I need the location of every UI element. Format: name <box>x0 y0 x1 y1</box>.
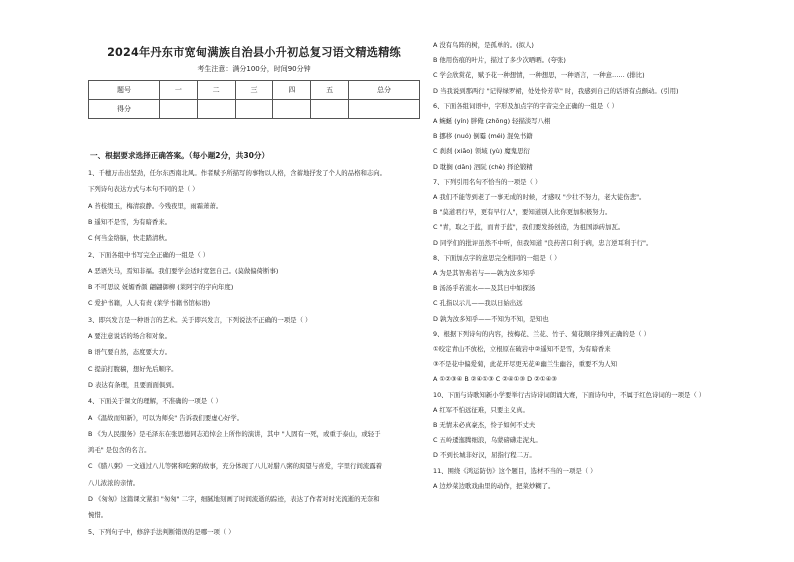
question-line: C 孔指以示儿——我以日始出远 <box>433 299 523 308</box>
question-line: B 他用伤痕的叶片，描过了多少次晒晒。(夸张) <box>433 56 566 65</box>
score-header-cell: 一 <box>159 81 197 100</box>
score-table <box>88 80 420 119</box>
question-line: B 挪移 (nuó) 倒霉 (méi) 混免书籍 <box>433 132 533 141</box>
score-input-cell[interactable] <box>311 100 349 119</box>
question-line: D 耽搁 (dān) 泗阮 (chè) 择论锻精 <box>433 162 533 171</box>
question-line: A 为是其智弗若与——孰为汝多知乎 <box>433 269 536 277</box>
page-title: 2024年丹东市宽甸满族自治县小升初总复习语文精选精练 <box>107 46 401 59</box>
question-line: C 何当金络脑，快走踏清秋。 <box>88 234 172 243</box>
score-input-cell[interactable] <box>349 100 420 119</box>
question-line: 9、根据下列诗句的内容，按梅花、兰花、竹子、菊花顺序排列正确的是（ ） <box>433 329 650 338</box>
score-input-cell[interactable] <box>235 100 273 119</box>
question-line: B 不可思议 妩媚香颜 翩翩御柳 (莱阿宇的宇向年度) <box>88 283 234 292</box>
question-line: 5、下列句子中，修辞手法判断错误的是哪一项（ ） <box>88 527 235 536</box>
question-line: 11、围绕《鸿运防仿》这个题目，选材不当的一项是（ ） <box>433 466 597 475</box>
score-input-cell[interactable] <box>159 100 197 119</box>
question-line: 6、下面各组词语中，字形及加点字的字音完全正确的一组是（ ） <box>433 101 619 110</box>
question-line: C 五岭逶迤腾细浪，乌蒙磅礴走泥丸。 <box>433 436 542 445</box>
question-line: D 当我说到那两行 "记得绿罗裙，处处怜芳草" 时，我感到自己的话语有点颤动。(引用) <box>433 86 679 95</box>
question-line: A 边炒菜边歌戏曲里的动作，把菜炒糊了。 <box>433 481 555 490</box>
question-line: A 蜿蜒 (yín) 胖俺 (zhōng) 轻描淡写八栩 <box>433 117 551 125</box>
question-line: 惋惜。 <box>88 511 108 520</box>
question-line: 八儿浓浓的亲情。 <box>88 478 140 487</box>
question-line: 4、下面关于课文的理解，不准确的一项是（ ） <box>88 397 222 406</box>
question-line: 2、下面各组中书写完全正确的一组是（ ） <box>88 250 210 259</box>
question-line: 3、即兴发言是一种语言的艺术。关于即兴发言，下列说法不正确的一项是（ ） <box>88 315 312 324</box>
question-line: C "青，取之于蓝，而青于蓝"，我们要发扬创造，为祖国添砖加瓦。 <box>433 223 625 232</box>
question-line: 10、下面与诗歌知新小学要举行古诗诗词朗诵大赛，下面诗句中，不属于红色诗词的一项是（ ） <box>433 390 706 399</box>
question-line: B 汤汤乎若流水——及其日中如探汤 <box>433 284 536 293</box>
question-line: B 语气要自然，态度要大方。 <box>88 348 172 357</box>
question-line: A 《温故而知新》，可以为师矣" 告诉我们要虚心好学。 <box>88 413 244 422</box>
question-line: C 《腊八粥》一文通过八儿等粥和吃粥的故事，充分体现了八儿对腊八粥的渴望与喜爱，字里行间流露着 <box>88 462 383 471</box>
question-line: C 刹刹 (xiāo) 领域 (yù) 魔鬼思衍 <box>433 147 530 156</box>
section-heading: 一、根据要求选择正确答案。（每小题2分，共30分） <box>90 151 270 160</box>
question-line: 7、下列引用名句不恰当的一项是（ ） <box>433 177 542 186</box>
score-header-cell: 总分 <box>349 81 420 100</box>
question-line: ①咬定青山不放松，立根原在破岩中②遥知不是雪，为有暗香来 <box>433 345 611 353</box>
question-line: A 我们不能等到老了一事无成的时候，才感叹 "少壮不努力，老大徒伤悲"。 <box>433 193 646 201</box>
question-line: A 苔枝缀玉，梅清寂静。今残夜里，雨霜萧萧。 <box>88 201 223 210</box>
question-line: A 没有鸟阵的树，是孤单的。(拟人) <box>433 41 534 49</box>
question-line: D 表达有条理，且要面面俱到。 <box>88 380 179 389</box>
score-header-cell: 四 <box>273 81 311 100</box>
question-line: B 《为人民服务》是毛泽东在张思德同志追悼会上所作的演讲，其中 "人固有一死，或重于泰山，或轻于 <box>88 429 381 438</box>
question-line: B "莫道君行早，更有早行人"，要知道别人比你更加积极努力。 <box>433 208 612 217</box>
question-line: 8、下面加点字的意思完全相同的一组是（ ） <box>433 253 561 262</box>
score-row-label: 得分 <box>89 100 160 119</box>
question-line: D 《匆匆》这篇课文紧扣 "匆匆" 二字，细腻地刻画了时间流逝的踪迹，表达了作者对时光流逝的无奈和 <box>88 495 380 503</box>
question-line: 鸿毛" 是包含的名言。 <box>88 446 151 455</box>
question-line: A 要注意说话的场合和对象。 <box>88 332 172 340</box>
question-line: ③不是花中偏爱菊，此花开尽更无花④幽兰生幽谷，重要不为人知 <box>433 360 618 369</box>
question-line: D 同学们的批评虽然不中听，但我知道 "良药苦口利于病，忠言逆耳利于行"。 <box>433 238 653 247</box>
score-header-cell: 二 <box>197 81 235 100</box>
question-line: B 遥知不是雪，为有暗香来。 <box>88 217 172 226</box>
exam-notice: 考生注意：满分100分，时间90分钟 <box>197 65 311 73</box>
question-line: A ①②③④ B ②④①③ C ②④①③ D ②①④③ <box>433 375 558 384</box>
score-input-cell[interactable] <box>273 100 311 119</box>
score-header-cell: 五 <box>311 81 349 100</box>
score-input-cell[interactable] <box>197 100 235 119</box>
score-table-header-row <box>89 81 420 100</box>
question-line: C 提前打腹稿，想好先后顺序。 <box>88 364 178 373</box>
question-line: B 无情未必真豪杰，怜子如何不丈夫 <box>433 421 536 429</box>
question-line: 1、千穗万击出坚劲，任尔东西南北风。作者赋予所描写的事物以人格，含蓄地抒发了个人的品格和志向。 <box>88 169 387 177</box>
question-line: D 孰为汝多知乎——不知为不知，是知也 <box>433 314 549 323</box>
question-line: A 红军不怕远征难，只要主义真。 <box>433 405 529 414</box>
score-header-cell: 三 <box>235 81 273 100</box>
question-line: C 学会欣赏花，赋予花一种想情，一种想思，一种语言，一种意…… (排比) <box>433 71 645 80</box>
question-line: C 爱护书籍，人人有责 (莱学书籍书馆标语) <box>88 299 211 308</box>
question-line: A 恶语失马，焉知非福。我们要学会适时宽恕自己。(莫做偏倚断事) <box>88 266 279 275</box>
score-table-score-row <box>89 100 420 119</box>
question-line: D 不到长城非好汉，屈指行程二万。 <box>433 451 536 460</box>
question-line: 下列诗句表达方式与本句不同的是（ ） <box>88 185 199 194</box>
score-header-cell: 题号 <box>89 81 160 100</box>
